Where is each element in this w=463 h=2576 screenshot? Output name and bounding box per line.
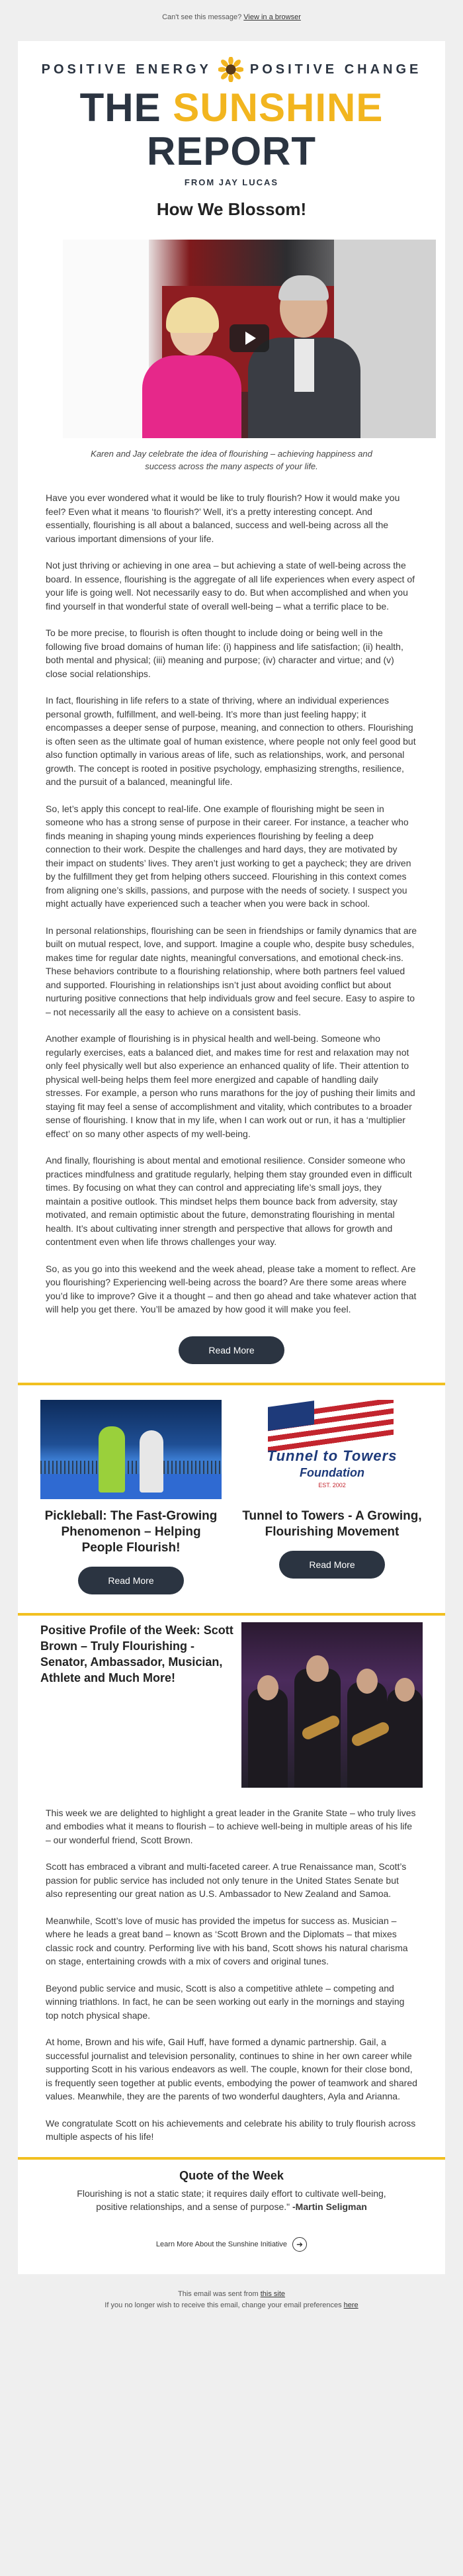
footer: [0, 2274, 463, 2331]
feature-tunnel-to-towers: [241, 1400, 423, 1613]
masthead: [18, 41, 445, 220]
title-part-the: THE: [79, 85, 173, 130]
unsubscribe-text: If you no longer wish to receive this email, change your email preferences: [105, 2301, 342, 2309]
profile-paragraph: This week we are delighted to highlight a great leader in the Granite State – who truly lives and embodies what it means to flourish – to achieve well-being in multiple areas of his life – our wonderful friend, Scott Brown.: [46, 1807, 416, 1845]
karen-figure: [142, 302, 241, 438]
arrow-right-icon[interactable]: ➜: [292, 2237, 307, 2252]
pickleball-image[interactable]: [40, 1400, 222, 1499]
quote-author: -Martin Seligman: [292, 2201, 367, 2212]
jay-figure: [248, 279, 360, 438]
tagline: [18, 57, 445, 82]
quote-title: Quote of the Week: [179, 2168, 284, 2182]
video-thumbnail[interactable]: [63, 240, 436, 438]
preheader-text: Can't see this message?: [162, 13, 242, 21]
preheader: [0, 0, 463, 41]
profile-heading: Positive Profile of the Week: Scott Brown – Truly Flourishing - Senator, Ambassador, Musician, Athlete and Much More!: [40, 1623, 233, 1684]
tagline-left: POSITIVE ENERGY: [41, 62, 212, 77]
preferences-link[interactable]: here: [343, 2301, 358, 2309]
profile-paragraph: Beyond public service and music, Scott is also a competitive athlete – competing and winning triathlons. In fact, he can be seen working out early in the mornings and staying top notch physical shape.: [46, 1982, 405, 2021]
profile-paragraph: We congratulate Scott on his achievements and celebrate his ability to truly flourish across multiple aspects of his life!: [46, 2117, 416, 2142]
title-part-report: REPORT: [146, 129, 317, 173]
title-part-sunshine: SUNSHINE: [173, 85, 384, 130]
sent-text: This email was sent from: [177, 2289, 259, 2298]
logo-line-2: Foundation: [300, 1465, 364, 1479]
tagline-right: POSITIVE CHANGE: [249, 62, 422, 77]
video-caption: Karen and Jay celebrate the idea of flourishing – achieving happiness and success across the many aspects of your life.: [91, 449, 372, 471]
profile-paragraph: At home, Brown and his wife, Gail Huff, have formed a dynamic partnership. Gail, a successful journalist and television personality, continues to shine in her own career while supporting Scott in his various endeavors as well. The couple, known for their close bond, is frequently seen together at public events, embodying the power of teamwork and shared values. Meanwhile, they are the parents of two wonderful daughters, Ayla and Arianna.: [46, 2037, 417, 2101]
read-more-button[interactable]: Read More: [78, 1567, 184, 1594]
profile-header: [18, 1616, 445, 1788]
newsletter-title: [18, 86, 445, 173]
email-card: [18, 41, 445, 2274]
article-paragraph: So, let’s apply this concept to real-life. One example of flourishing might be seen in someone who has a strong sense of purpose in their career. For instance, a teacher who finds meaning in shaping young minds experiences flourishing by feeling a deep connection to their work. Despite the challenges and hard days, they are motivated by their impact on students’ lives. They aren’t just working to get a paycheck; they are driven by the fulfillment they get from helping others succeed. Flourishing in this context comes from aligning one’s skills, passions, and purpose with the needs of society. I suspect you might actually have experienced such a teacher when you were back in school.: [46, 803, 411, 909]
article-paragraph: So, as you go into this weekend and the week ahead, please take a moment to reflect. Are you flourishing? Experiencing well-being across the board? Are there some areas where you’d like to improve? Give it a thought – and then go ahead and take whatever action that will help you get there. You’ll be amazed by how good it will make you feel.: [46, 1263, 417, 1314]
features-row: [18, 1385, 445, 1613]
article-paragraph: Another example of flourishing is in physical health and well-being. Someone who regularly exercises, eats a balanced diet, and makes time for rest and relaxation may not only feel physically well but also experience an enhanced quality of life. Their attention to physical well-being helps them feel more energized and capable of handling daily stresses. For example, a person who runs marathons for the joy of pushing their limits and staying fit may feel a sense of accomplishment and vitality, which contributes to a broader sense of flourishing. I know that in my life, when I can work out or run, it has a ‘multiplier effect’ on so many other aspects of my well-being.: [46, 1033, 415, 1139]
feature-title[interactable]: Pickleball: The Fast-Growing Phenomenon – Helping People Flourish!: [44, 1508, 218, 1555]
learn-more-link[interactable]: [18, 2213, 445, 2274]
quote-section: [18, 2160, 445, 2213]
article-paragraph: To be more precise, to flourish is often thought to include doing or being well in the following five broad domains of human life: (i) happiness and life satisfaction; (ii) health, both mental and physical; (iii) meaning and purpose; (iv) character and virtue; and (v) close social relationships.: [46, 627, 403, 679]
page-headline: How We Blossom!: [156, 199, 307, 219]
play-button-icon[interactable]: [230, 324, 269, 352]
profile-paragraph: Meanwhile, Scott’s love of music has provided the impetus for success as. Musician – where he leads a great band – known as ‘Scott Brown and the Diplomats – that mixes classic rock and country. Performing live with his band, Scott shows his natural charisma on stage, entertaining crowds with a mix of covers and original tunes.: [46, 1915, 408, 1966]
quote-text: [71, 2187, 392, 2213]
profile-paragraph: Scott has embraced a vibrant and multi-faceted career. A true Renaissance man, Scott’s passion for public service has included not only tenure in the United States Senate but also representing our great nation as U.S. Ambassador to New Zealand and Samoa.: [46, 1861, 407, 1899]
site-link[interactable]: this site: [260, 2289, 285, 2298]
band-photo: [241, 1622, 423, 1788]
tunnel-to-towers-logo[interactable]: [241, 1400, 423, 1499]
article-paragraph: In personal relationships, flourishing can be seen in friendships or family dynamics that are built on mutual respect, love, and support. Imagine a couple who, despite busy schedules, makes time for regular date nights, meaningful conversations, and emotional check-ins. These behaviors contribute to a flourishing relationship, where both partners feel valued and supported. Flourishing in relationships isn’t just about avoiding conflict but about nurturing positive connections that help individuals grow and feel secure. Easy to aspire to – not necessarily all the easy to achieve on a consistent basis.: [46, 925, 417, 1017]
logo-line-1: Tunnel to Towers: [267, 1447, 398, 1464]
article-read-more-row: [18, 1330, 445, 1383]
article-body: [18, 473, 445, 1316]
logo-line-3: EST. 2002: [318, 1481, 346, 1489]
article-paragraph: And finally, flourishing is about mental and emotional resilience. Consider someone who practices mindfulness and gratitude regularly, helping them stay grounded even in difficult times. By focusing on what they can control and appreciating life’s small joys, they maintain a positive outlook. This mindset helps them bounce back from adversity, stay motivated, and remain optimistic about the future, demonstrating flourishing in mental health. It’s about cultivating inner strength and perspective that allows for growth and contentment even when life throws challenges your way.: [46, 1155, 412, 1247]
unsubscribe-line: [0, 2300, 463, 2311]
article-paragraph: Not just thriving or achieving in one area – but achieving a state of well-being across the board. In essence, flourishing is the aggregate of all life experiences when every aspect of your life is going well. Not necessarily easy to do. But when accomplished and when you find yourself in that wonderful state of overall well-being – what a terrific place to be.: [46, 560, 415, 612]
article-paragraph: Have you ever wondered what it would be like to truly flourish? How it would make you feel? Even what it means ‘to flourish?’ Well, it’s a pretty interesting concept. And essentially, flourishing is all about a balanced, success and well-being across all the various important dimensions of your life.: [46, 492, 400, 544]
byline: FROM JAY LUCAS: [184, 177, 279, 187]
profile-body: [18, 1788, 445, 2144]
sunflower-icon: [218, 57, 243, 82]
sent-line: [0, 2289, 463, 2300]
read-more-button[interactable]: Read More: [179, 1336, 284, 1364]
feature-title[interactable]: Tunnel to Towers - A Growing, Flourishing Movement: [242, 1508, 422, 1539]
article-paragraph: In fact, flourishing in life refers to a state of thriving, where an individual experiences personal growth, fulfillment, and well-being. It’s more than just feeling happy; it encompasses a deeper sense of purpose, meaning, and connection to others. Flourishing is often seen as the ultimate goal of human existence, where people not only feel good but also function optimally in various areas of life, such as relationships, work, and personal growth. The concept is rooted in positive psychology, emphasizing strengths, resilience, and the pursuit of a balanced, meaningful life.: [46, 695, 416, 787]
quote-body: Flourishing is not a static state; it requires daily effort to cultivate well-being, positive relationships, and a sense of purpose.": [77, 2187, 386, 2212]
video-section: [18, 240, 445, 438]
feature-pickleball: [40, 1400, 222, 1613]
view-in-browser-link[interactable]: View in a browser: [243, 13, 301, 21]
learn-more-label[interactable]: Learn More About the Sunshine Initiative: [155, 2240, 288, 2248]
read-more-button[interactable]: Read More: [279, 1551, 385, 1579]
